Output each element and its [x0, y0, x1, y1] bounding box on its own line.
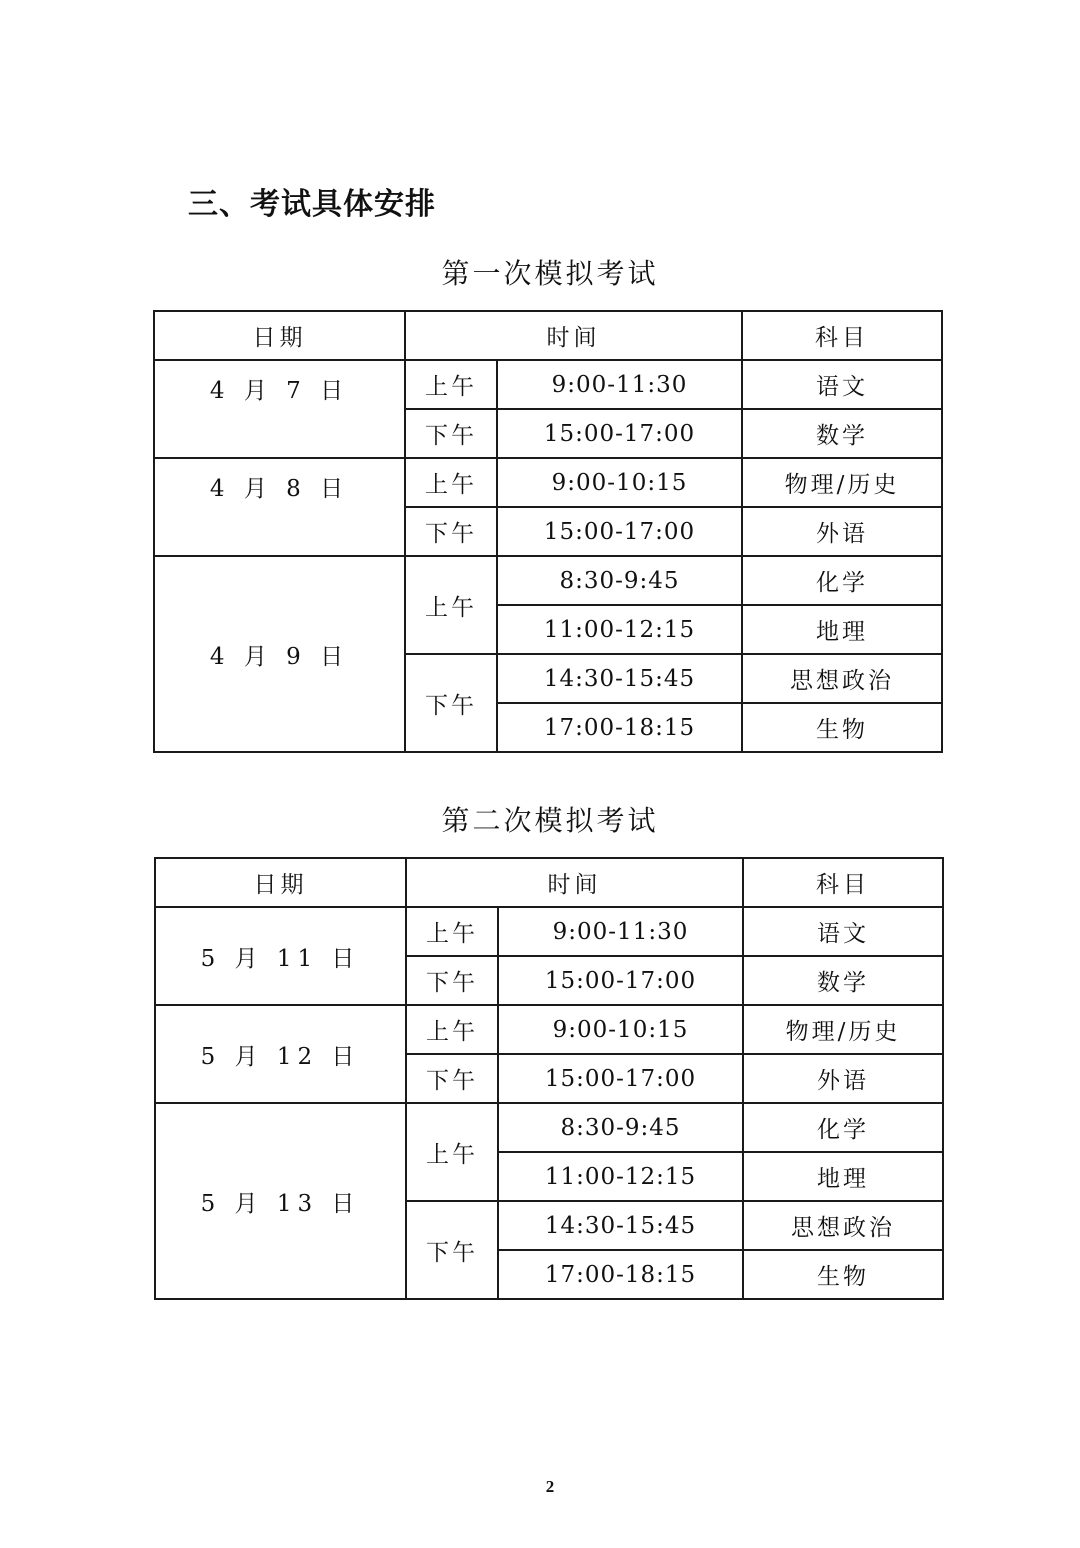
subject-cell: 生物 [743, 1250, 943, 1299]
subject-cell: 思想政治 [743, 1201, 943, 1250]
table-header-row [154, 311, 942, 360]
table-header-row [155, 858, 943, 907]
subject-cell: 数学 [743, 956, 943, 1005]
header-time: 时间 [405, 311, 742, 360]
time-cell: 17:00-18:15 [497, 703, 742, 752]
period-cell: 上午 [406, 1103, 498, 1201]
header-date: 日期 [154, 311, 405, 360]
time-cell: 8:30-9:45 [498, 1103, 743, 1152]
time-cell: 11:00-12:15 [498, 1152, 743, 1201]
exam-2-schedule-table [154, 857, 944, 1300]
period-cell: 下午 [406, 956, 498, 1005]
time-cell: 11:00-12:15 [497, 605, 742, 654]
period-cell: 上午 [406, 1005, 498, 1054]
header-subject: 科目 [742, 311, 942, 360]
table-row [154, 360, 942, 409]
subject-cell: 外语 [743, 1054, 943, 1103]
page-number: 2 [545, 1477, 555, 1496]
time-cell: 14:30-15:45 [497, 654, 742, 703]
time-cell: 9:00-10:15 [497, 458, 742, 507]
period-cell: 上午 [405, 556, 497, 654]
section-heading: 三、考试具体安排 [188, 187, 436, 222]
header-date: 日期 [155, 858, 406, 907]
date-cell: 5 月 12 日 [155, 1005, 406, 1103]
table-row [154, 458, 942, 507]
time-cell: 15:00-17:00 [497, 507, 742, 556]
date-cell: 4 月 7 日 [154, 360, 405, 458]
table-row [154, 556, 942, 605]
subject-cell: 地理 [742, 605, 942, 654]
subject-cell: 语文 [743, 907, 943, 956]
header-time: 时间 [406, 858, 743, 907]
period-cell: 下午 [405, 409, 497, 458]
time-cell: 17:00-18:15 [498, 1250, 743, 1299]
exam-2-title: 第二次模拟考试 [441, 804, 659, 837]
exam-1-title: 第一次模拟考试 [441, 257, 659, 290]
table-row [155, 907, 943, 956]
subject-cell: 化学 [743, 1103, 943, 1152]
date-cell: 5 月 11 日 [155, 907, 406, 1005]
time-cell: 9:00-11:30 [498, 907, 743, 956]
exam-1-schedule-table [153, 310, 943, 753]
subject-cell: 生物 [742, 703, 942, 752]
subject-cell: 化学 [742, 556, 942, 605]
subject-cell: 物理/历史 [742, 458, 942, 507]
time-cell: 15:00-17:00 [498, 1054, 743, 1103]
subject-cell: 思想政治 [742, 654, 942, 703]
time-cell: 15:00-17:00 [497, 409, 742, 458]
time-cell: 8:30-9:45 [497, 556, 742, 605]
period-cell: 下午 [405, 507, 497, 556]
header-subject: 科目 [743, 858, 943, 907]
time-cell: 15:00-17:00 [498, 956, 743, 1005]
date-cell: 4 月 8 日 [154, 458, 405, 556]
time-cell: 14:30-15:45 [498, 1201, 743, 1250]
subject-cell: 外语 [742, 507, 942, 556]
subject-cell: 语文 [742, 360, 942, 409]
period-cell: 上午 [406, 907, 498, 956]
date-cell: 4 月 9 日 [154, 556, 405, 752]
table-row [155, 1103, 943, 1152]
period-cell: 下午 [405, 654, 497, 752]
subject-cell: 地理 [743, 1152, 943, 1201]
time-cell: 9:00-11:30 [497, 360, 742, 409]
period-cell: 上午 [405, 360, 497, 409]
subject-cell: 数学 [742, 409, 942, 458]
time-cell: 9:00-10:15 [498, 1005, 743, 1054]
table-row [155, 1005, 943, 1054]
period-cell: 上午 [405, 458, 497, 507]
period-cell: 下午 [406, 1201, 498, 1299]
subject-cell: 物理/历史 [743, 1005, 943, 1054]
period-cell: 下午 [406, 1054, 498, 1103]
date-cell: 5 月 13 日 [155, 1103, 406, 1299]
